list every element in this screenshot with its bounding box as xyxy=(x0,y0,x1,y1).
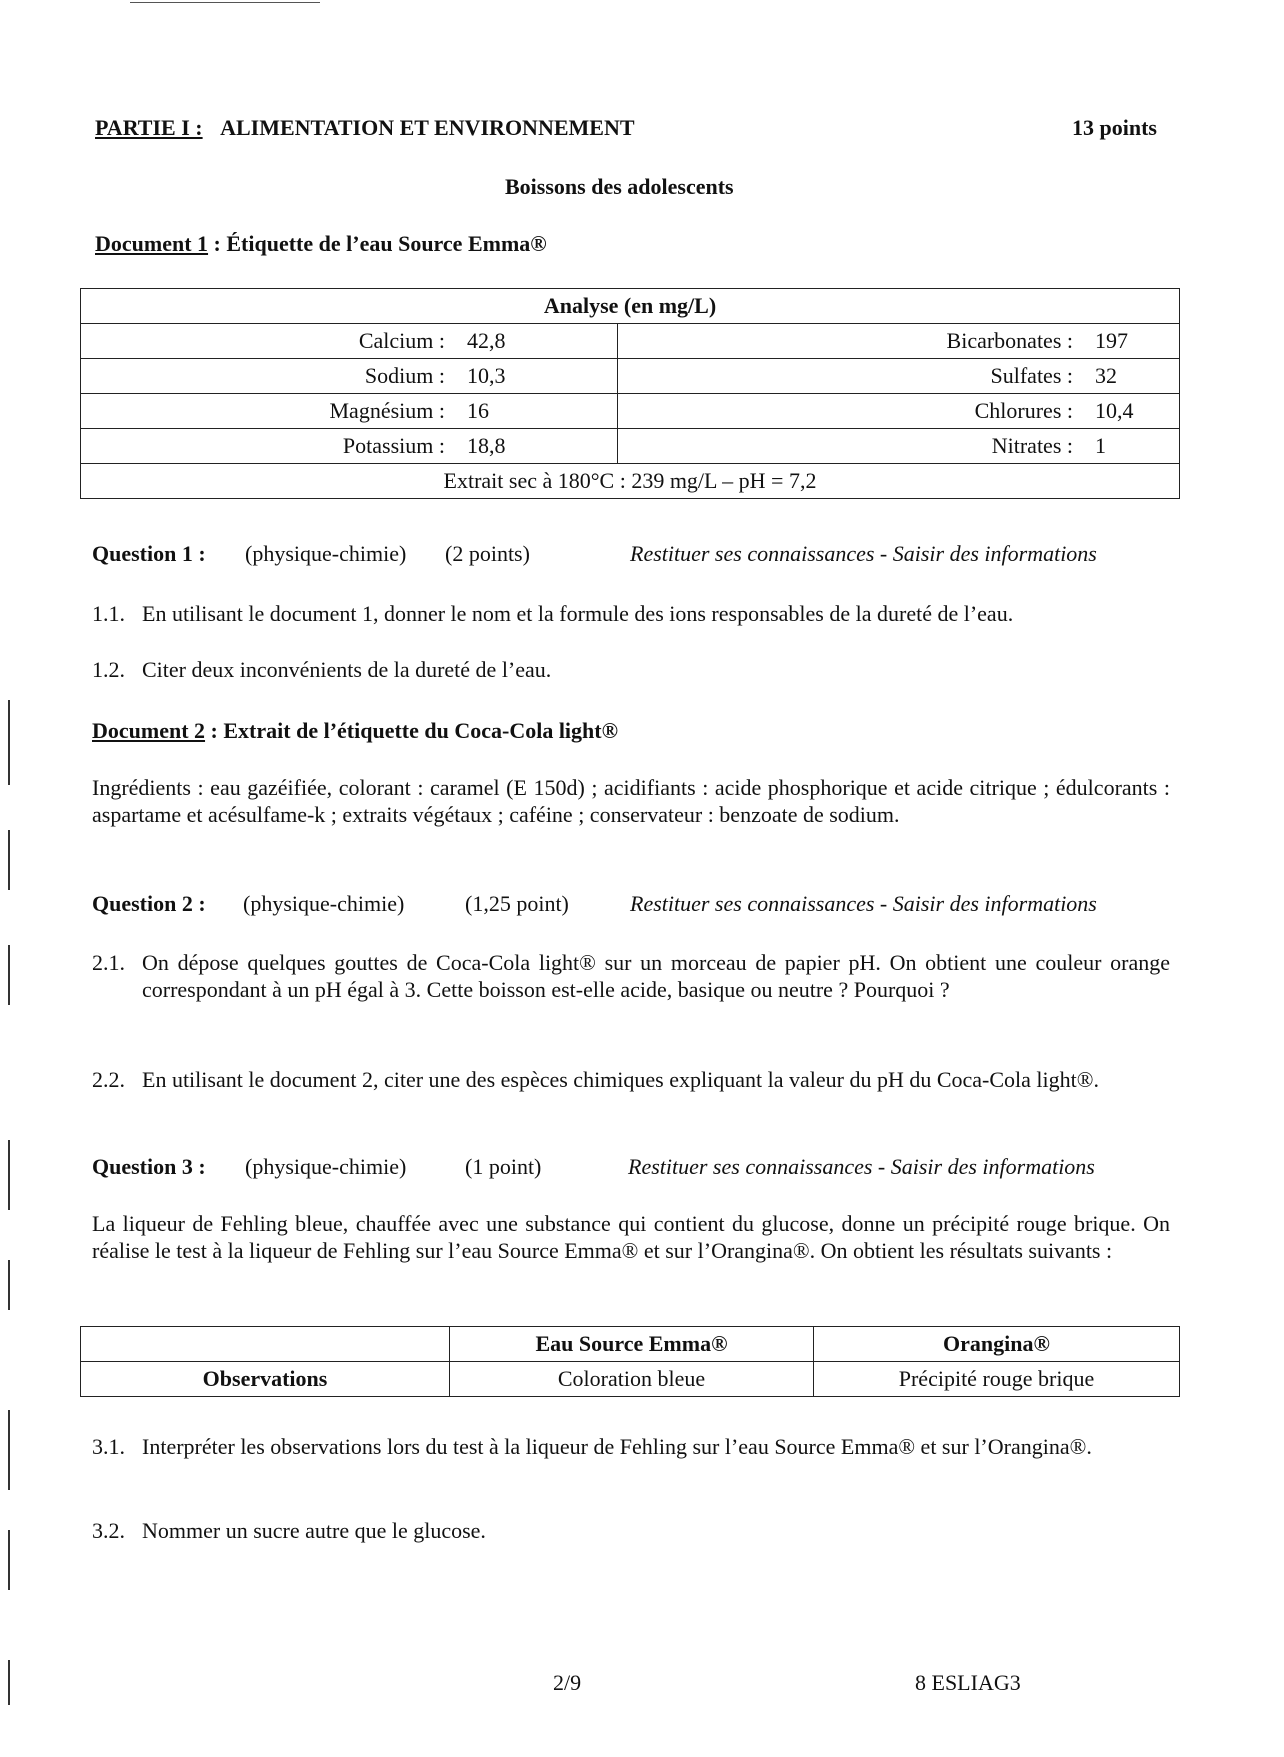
question1-points: (2 points) xyxy=(445,541,530,566)
page-number: 2/9 xyxy=(553,1670,582,1695)
document1-sep: : xyxy=(208,231,227,256)
ion-value: 1 xyxy=(1095,433,1106,458)
ingredients-text: Ingrédients : eau gazéifiée, colorant : caramel (E 150d) ; acidifiants : acide phosphorique et acide citrique ; édulcorants : aspartame et acésulfame-k ; extraits végétaux ; caféine ; conservateur : benzoate de sodium. xyxy=(92,775,1170,827)
document1-label: Document 1 xyxy=(95,231,209,256)
ion-name: Bicarbonates : xyxy=(946,328,1073,353)
exam-code: 8 ESLIAG3 xyxy=(915,1670,1021,1695)
ion-value: 10,4 xyxy=(1095,398,1134,423)
section-subtitle: Boissons des adolescents xyxy=(505,174,734,199)
item-number: 1.2. xyxy=(92,657,125,682)
question1-line xyxy=(92,540,206,568)
question3-points: (1 point) xyxy=(465,1154,542,1179)
question1-subject: (physique-chimie) xyxy=(245,541,407,566)
ion-name: Sodium : xyxy=(364,363,445,388)
item-text: On dépose quelques gouttes de Coca-Cola light® sur un morceau de papier pH. On obtient une couleur orange correspondant à un pH égal à 3. Cette boisson est-elle acide, basique ou neutre ? Pourquoi ? xyxy=(142,950,1170,1002)
margin-mark xyxy=(8,1530,10,1590)
row-label: Observations xyxy=(81,1362,450,1397)
table-cell: Coloration bleue xyxy=(450,1362,814,1397)
question2-skills: Restituer ses connaissances - Saisir des informations xyxy=(630,891,1097,916)
item-text: Nommer un sucre autre que le glucose. xyxy=(142,1518,486,1543)
item-text: Interpréter les observations lors du test à la liqueur de Fehling sur l’eau Source Emma® et sur l’Orangina®. xyxy=(142,1434,1092,1459)
analysis-footer: Extrait sec à 180°C : 239 mg/L – pH = 7,2 xyxy=(81,464,1180,499)
ion-value: 197 xyxy=(1095,328,1128,353)
item-text: Citer deux inconvénients de la dureté de l’eau. xyxy=(142,657,552,682)
table-cell: Précipité rouge brique xyxy=(814,1362,1180,1397)
scan-top-rule xyxy=(130,2,320,3)
table-row xyxy=(81,429,1180,464)
question1-label: Question 1 : xyxy=(92,541,206,566)
table-row xyxy=(81,394,1180,429)
question3-subject: (physique-chimie) xyxy=(245,1154,407,1179)
item-text: En utilisant le document 2, citer une des espèces chimiques expliquant la valeur du pH du Coca-Cola light®. xyxy=(142,1067,1099,1092)
question2-subject: (physique-chimie) xyxy=(243,891,405,916)
ion-name: Potassium : xyxy=(342,433,445,458)
column-header: Orangina® xyxy=(814,1327,1180,1362)
part-title: ALIMENTATION ET ENVIRONNEMENT xyxy=(220,115,635,140)
table-row xyxy=(81,324,1180,359)
column-header: Eau Source Emma® xyxy=(450,1327,814,1362)
margin-mark xyxy=(8,1660,10,1705)
document2-heading xyxy=(92,717,618,745)
ion-name: Sulfates : xyxy=(990,363,1073,388)
document1-heading xyxy=(95,230,547,258)
item-number: 1.1. xyxy=(92,601,125,626)
margin-mark xyxy=(8,1410,10,1490)
margin-mark xyxy=(8,1140,10,1210)
table-row xyxy=(81,1362,1180,1397)
ion-name: Chlorures : xyxy=(974,398,1073,423)
item-number: 3.1. xyxy=(92,1434,125,1459)
water-analysis-table xyxy=(80,288,1180,499)
question2-points: (1,25 point) xyxy=(465,891,569,916)
analysis-header: Analyse (en mg/L) xyxy=(81,289,1180,324)
table-row xyxy=(81,359,1180,394)
fehling-results-table xyxy=(80,1326,1180,1397)
item-text: En utilisant le document 1, donner le nom et la formule des ions responsables de la dureté de l’eau. xyxy=(142,601,1014,626)
question3-label: Question 3 : xyxy=(92,1154,206,1179)
fehling-intro-text: La liqueur de Fehling bleue, chauffée avec une substance qui contient du glucose, donne un précipité rouge brique. On réalise le test à la liqueur de Fehling sur l’eau Source Emma® et sur l’Orangina®. On obtient les résultats suivants : xyxy=(92,1211,1170,1263)
ion-value: 18,8 xyxy=(467,433,506,458)
item-number: 3.2. xyxy=(92,1518,125,1543)
margin-mark xyxy=(8,700,10,785)
ion-value: 32 xyxy=(1095,363,1117,388)
document2-label: Document 2 xyxy=(92,718,206,743)
margin-mark xyxy=(8,1260,10,1310)
empty-cell xyxy=(81,1327,450,1362)
document2-title: Extrait de l’étiquette du Coca-Cola light® xyxy=(223,718,619,743)
part-label: PARTIE I : xyxy=(95,115,203,140)
ion-name: Magnésium : xyxy=(329,398,445,423)
item-number: 2.2. xyxy=(92,1067,125,1092)
margin-mark xyxy=(8,830,10,890)
question2-label: Question 2 : xyxy=(92,891,206,916)
item-number: 2.1. xyxy=(92,950,125,975)
part-points: 13 points xyxy=(1072,115,1157,140)
ion-value: 16 xyxy=(467,398,489,423)
document2-sep: : xyxy=(205,718,224,743)
ion-value: 42,8 xyxy=(467,328,506,353)
part-heading xyxy=(95,114,635,142)
ion-name: Nitrates : xyxy=(991,433,1073,458)
ion-value: 10,3 xyxy=(467,363,506,388)
ion-name: Calcium : xyxy=(358,328,445,353)
question1-skills: Restituer ses connaissances - Saisir des informations xyxy=(630,541,1097,566)
document1-title: Étiquette de l’eau Source Emma® xyxy=(226,231,547,256)
question3-skills: Restituer ses connaissances - Saisir des informations xyxy=(628,1154,1095,1179)
margin-mark xyxy=(8,945,10,1005)
